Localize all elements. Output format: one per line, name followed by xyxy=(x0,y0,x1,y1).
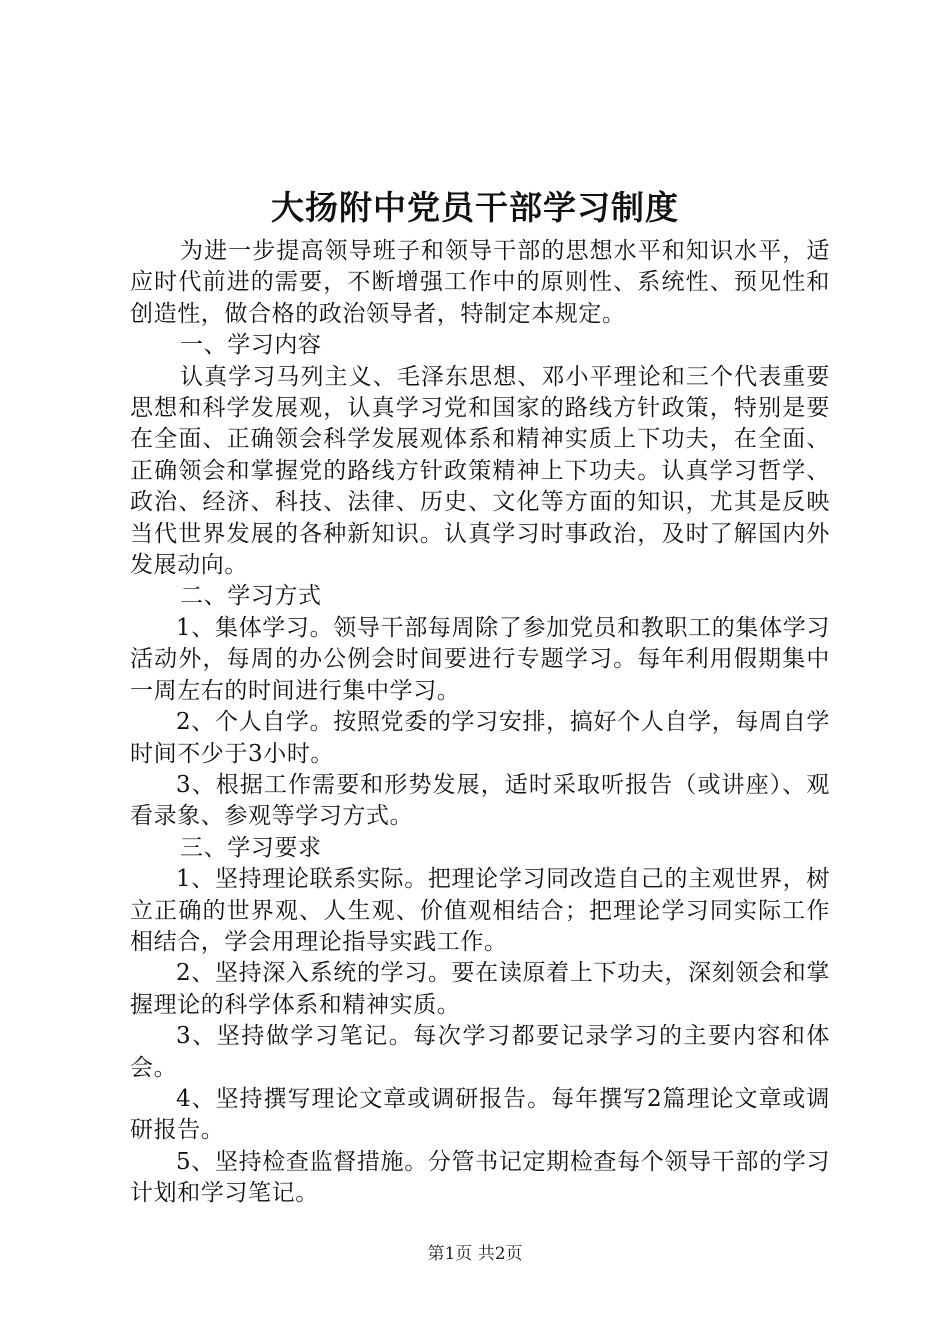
section-heading-study-requirements: 三、学习要求 xyxy=(180,834,322,861)
section-heading-study-method: 二、学习方式 xyxy=(180,583,322,610)
method-item-1: 1、集体学习。领导干部每周除了参加党员和教职工的集体学习活动外，每周的办公例会时间要进行专题学习。每年利用假期集中一周左右的时间进行集中学习。 xyxy=(130,614,830,704)
requirement-item-5: 5、坚持检查监督措施。分管书记定期检查每个领导干部的学习计划和学习笔记。 xyxy=(130,1148,830,1207)
method-item-2: 2、个人自学。按照党委的学习安排，搞好个人自学，每周自学时间不少于3小时。 xyxy=(130,709,830,767)
document-body xyxy=(130,236,830,1210)
method-item-3: 3、根据工作需要和形势发展，适时采取听报告（或讲座）、观看录象、参观等学习方式。 xyxy=(130,771,830,830)
study-content-paragraph: 认真学习马列主义、毛泽东思想、邓小平理论和三个代表重要思想和科学发展观，认真学习党和国家的路线方针政策，特别是要在全面、正确领会科学发展观体系和精神实质上下功夫，在全面、正确领会和掌握党的路线方针政策精神上下功夫。认真学习哲学、政治、经济、科技、法律、历史、文化等方面的知识，尤其是反映当代世界发展的各种新知识。认真学习时事政治，及时了解国内外发展动向。 xyxy=(130,363,830,579)
requirement-item-1: 1、坚持理论联系实际。把理论学习同改造自己的主观世界，树立正确的世界观、人生观、价值观相结合；把理论学习同实际工作相结合，学会用理论指导实践工作。 xyxy=(130,866,830,955)
requirement-item-4: 4、坚持撰写理论文章或调研报告。每年撰写2篇理论文章或调研报告。 xyxy=(130,1085,830,1144)
intro-paragraph: 为进一步提高领导班子和领导干部的思想水平和知识水平，适应时代前进的需要，不断增强工作中的原则性、系统性、预见性和创造性，做合格的政治领导者，特制定本规定。 xyxy=(130,238,830,327)
section-heading-study-content: 一、学习内容 xyxy=(180,332,322,359)
page-number-footer: 第1页 共2页 xyxy=(427,1244,523,1264)
requirement-item-2: 2、坚持深入系统的学习。要在读原着上下功夫，深刻领会和掌握理论的科学体系和精神实质。 xyxy=(130,960,830,1018)
document-title: 大扬附中党员干部学习制度 xyxy=(271,188,679,227)
requirement-item-3: 3、坚持做学习笔记。每次学习都要记录学习的主要内容和体会。 xyxy=(130,1023,830,1081)
